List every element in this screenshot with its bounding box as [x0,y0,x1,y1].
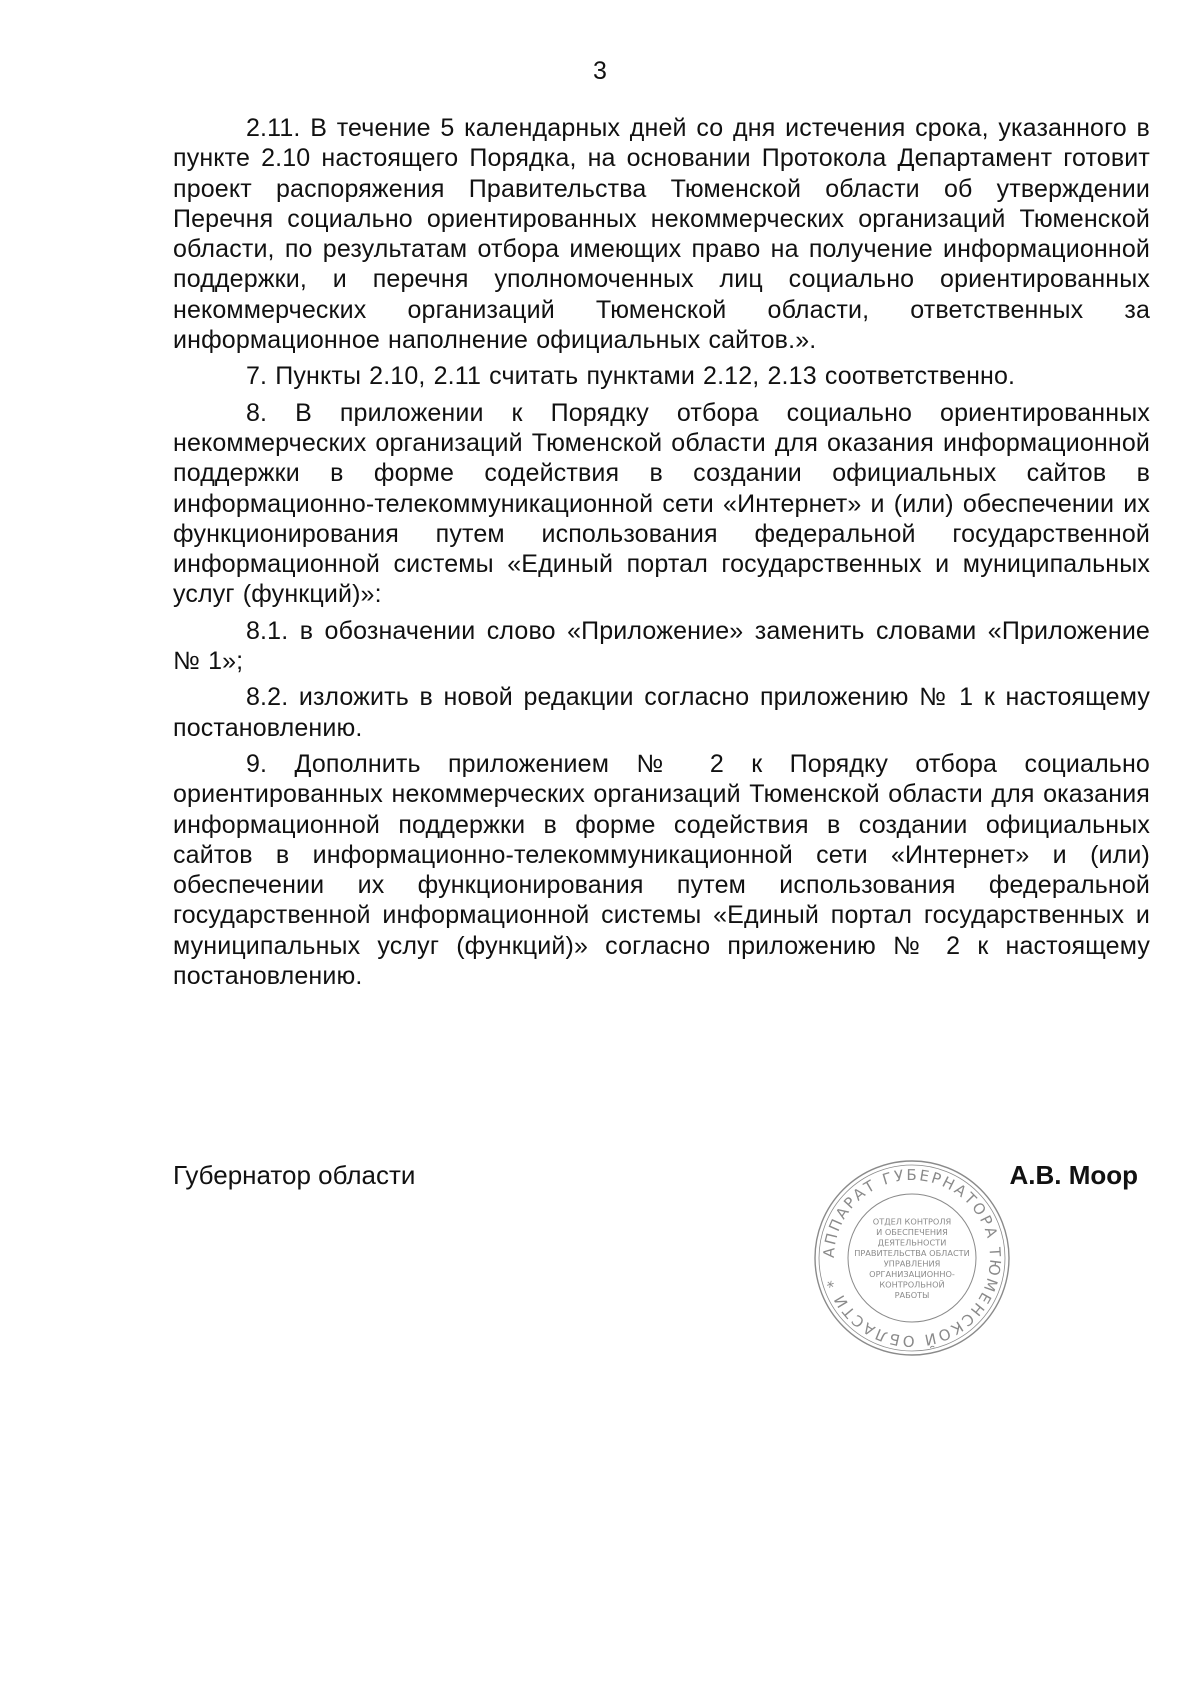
stamp-center-text [854,1216,970,1300]
paragraph-9: 9. Дополнить приложением № 2 к Порядку отбора социально ориентированных некоммерческих организаций Тюменской области для оказания информационной поддержки в форме содействия в создании официальных сайтов в информационно-телекоммуникационной сети «Интернет» и (или) обеспечении их функционирования путем использования федеральной государственной информационной системы «Единый портал государственных и муниципальных услуг (функций)» согласно приложению № 2 к настоящему постановлению. [173,749,1150,991]
stamp-center-line: РАБОТЫ [894,1289,930,1300]
stamp-center-line: ОРГАНИЗАЦИОННО- [869,1268,955,1279]
official-stamp [812,1158,1012,1358]
signer-title: Губернатор области [173,1160,416,1190]
document-body [173,113,1150,997]
stamp-center-line: ПРАВИТЕЛЬСТВА ОБЛАСТИ [854,1247,970,1258]
stamp-center-line: КОНТРОЛЬНОЙ [879,1279,945,1290]
stamp-center-line: ОТДЕЛ КОНТРОЛЯ [872,1216,952,1227]
stamp-center-line: И ОБЕСПЕЧЕНИЯ [876,1226,948,1237]
stamp-center-line: ДЕЯТЕЛЬНОСТИ [877,1237,947,1248]
stamp-center-line: УПРАВЛЕНИЯ [883,1258,941,1269]
paragraph-8-1: 8.1. в обозначении слово «Приложение» заменить словами «Приложение № 1»; [173,616,1150,676]
paragraph-7: 7. Пункты 2.10, 2.11 считать пунктами 2.12, 2.13 соответственно. [246,362,1016,391]
paragraph-2-11: 2.11. В течение 5 календарных дней со дня истечения срока, указанного в пункте 2.10 настоящего Порядка, на основании Протокола Департамент готовит проект распоряжения Правительства Тюменской области об утверждении Перечня социально ориентированных некоммерческих организаций Тюменской области, по результатам отбора имеющих право на получение информационной поддержки, и перечня уполномоченных лиц социально ориентированных некоммерческих организаций Тюменской области, ответственных за информационное наполнение официальных сайтов.». [173,114,1150,355]
stamp-ring-textpath: АППАРАТ ГУБЕРНАТОРА ТЮМЕНСКОЙ ОБЛАСТИ * [819,1165,1005,1351]
paragraph-8-2: 8.2. изложить в новой редакции согласно приложению № 1 к настоящему постановлению. [173,683,1150,742]
page-number: 3 [593,57,607,85]
paragraph-8: 8. В приложении к Порядку отбора социально ориентированных некоммерческих организаций Тюменской области для оказания информационной поддержки в форме содействия в создании официальных сайтов в информационно-телекоммуникационной сети «Интернет» и (или) обеспечении их функционирования путем использования федеральной государственной информационной системы «Единый портал государственных и муниципальных услуг (функций)»: [173,398,1150,609]
signer-name: А.В. Моор [1009,1160,1138,1190]
